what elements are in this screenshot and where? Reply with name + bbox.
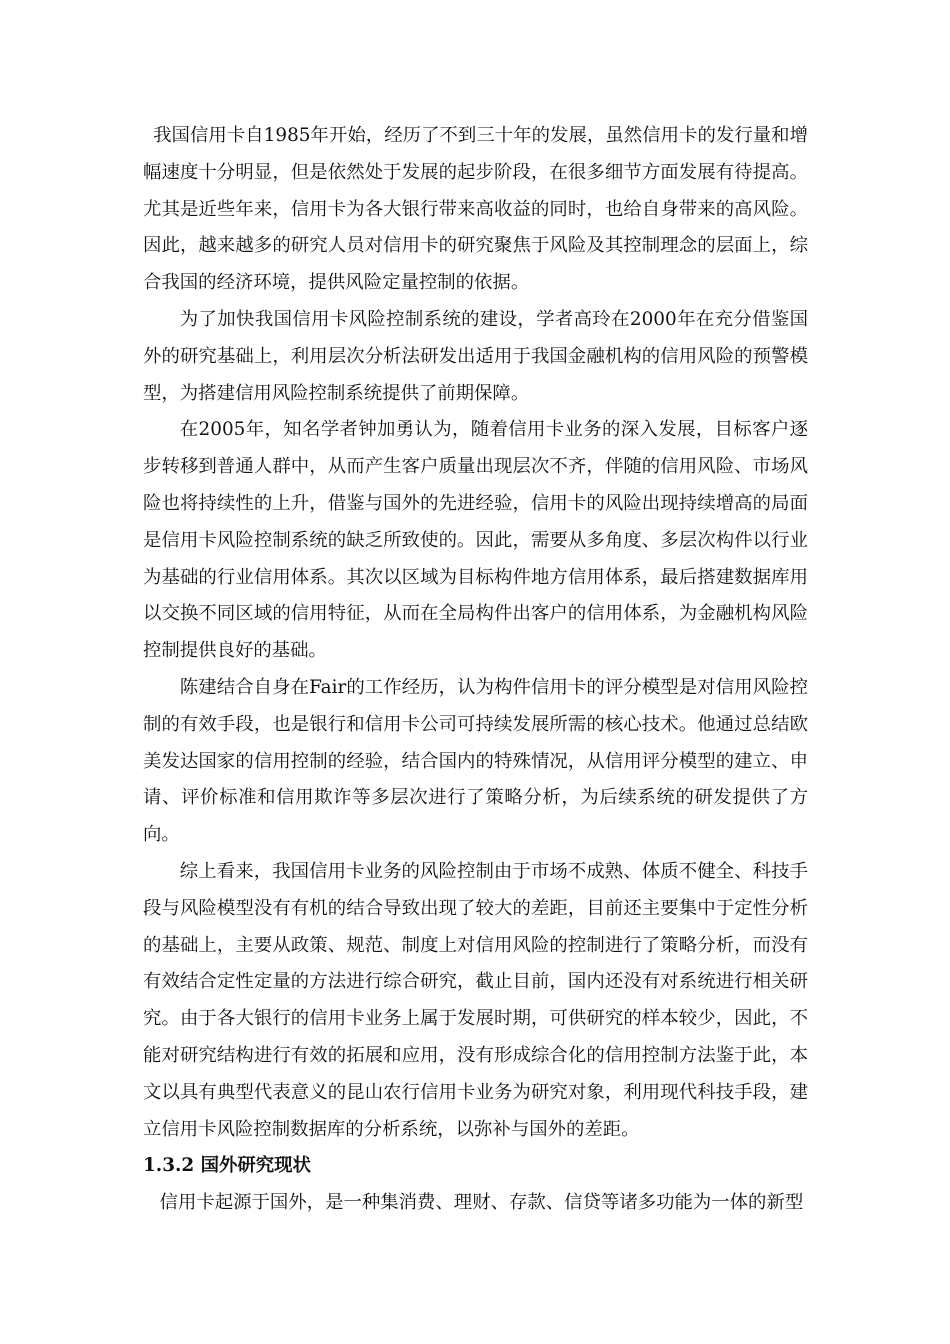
body-text xyxy=(143,118,808,1222)
paragraph-chen-jian: 陈建结合自身在Fair的工作经历，认为构件信用卡的评分模型是对信用风险控制的有效手段，也是银行和信用卡公司可持续发展所需的核心技术。他通过总结欧美发达国家的信用控制的经验，结合国内的特殊情况，从信用评分模型的建立、申请、评价标准和信用欺诈等多层次进行了策略分析，为后续系统的研发提供了方向。 xyxy=(143,676,808,846)
paragraph-gao-ling: 为了加快我国信用卡风险控制系统的建设，学者高玲在2000年在充分借鉴国外的研究基础上，利用层次分析法研发出适用于我国金融机构的信用风险的预警模型，为搭建信用风险控制系统提供了前期保障。 xyxy=(143,308,808,404)
paragraph-domestic-overview: 我国信用卡自1985年开始，经历了不到三十年的发展，虽然信用卡的发行量和增幅速度十分明显，但是依然处于发展的起步阶段，在很多细节方面发展有待提高。尤其是近些年来，信用卡为各大银行带来高收益的同时，也给自身带来的高风险。因此，越来越多的研究人员对信用卡的研究聚焦于风险及其控制理念的层面上，综合我国的经济环境，提供风险定量控制的依据。 xyxy=(143,125,808,294)
paragraph-summary: 综上看来，我国信用卡业务的风险控制由于市场不成熟、体质不健全、科技手段与风险模型没有有机的结合导致出现了较大的差距，目前还主要集中于定性分析的基础上，主要从政策、规范、制度上对信用风险的控制进行了策略分析，而没有有效结合定性定量的方法进行综合研究，截止目前，国内还没有对系统进行相关研究。由于各大银行的信用卡业务上属于发展时期，可供研究的样本较少，因此，不能对研究结构进行有效的拓展和应用，没有形成综合化的信用控制方法鉴于此，本文以具有典型代表意义的昆山农行信用卡业务为研究对象，利用现代科技手段，建立信用卡风险控制数据库的分析系统，以弥补与国外的差距。 xyxy=(143,860,808,1140)
paragraph-zhong-jiayong: 在2005年，知名学者钟加勇认为，随着信用卡业务的深入发展，目标客户逐步转移到普通人群中，从而产生客户质量出现层次不齐，伴随的信用风险、市场风险也将持续性的上升，借鉴与国外的先进经验，信用卡的风险出现持续增高的局面是信用卡风险控制系统的缺乏所致使的。因此，需要从多角度、多层次构件以行业为基础的行业信用体系。其次以区域为目标构件地方信用体系，最后搭建数据库用以交换不同区域的信用特征，从而在全局构件出客户的信用体系，为金融机构风险控制提供良好的基础。 xyxy=(143,419,808,662)
paragraph-foreign-research: 信用卡起源于国外，是一种集消费、理财、存款、信贷等诸多功能为一体的新型 xyxy=(159,1192,804,1214)
section-heading: 1.3.2 国外研究现状 xyxy=(143,1155,311,1177)
